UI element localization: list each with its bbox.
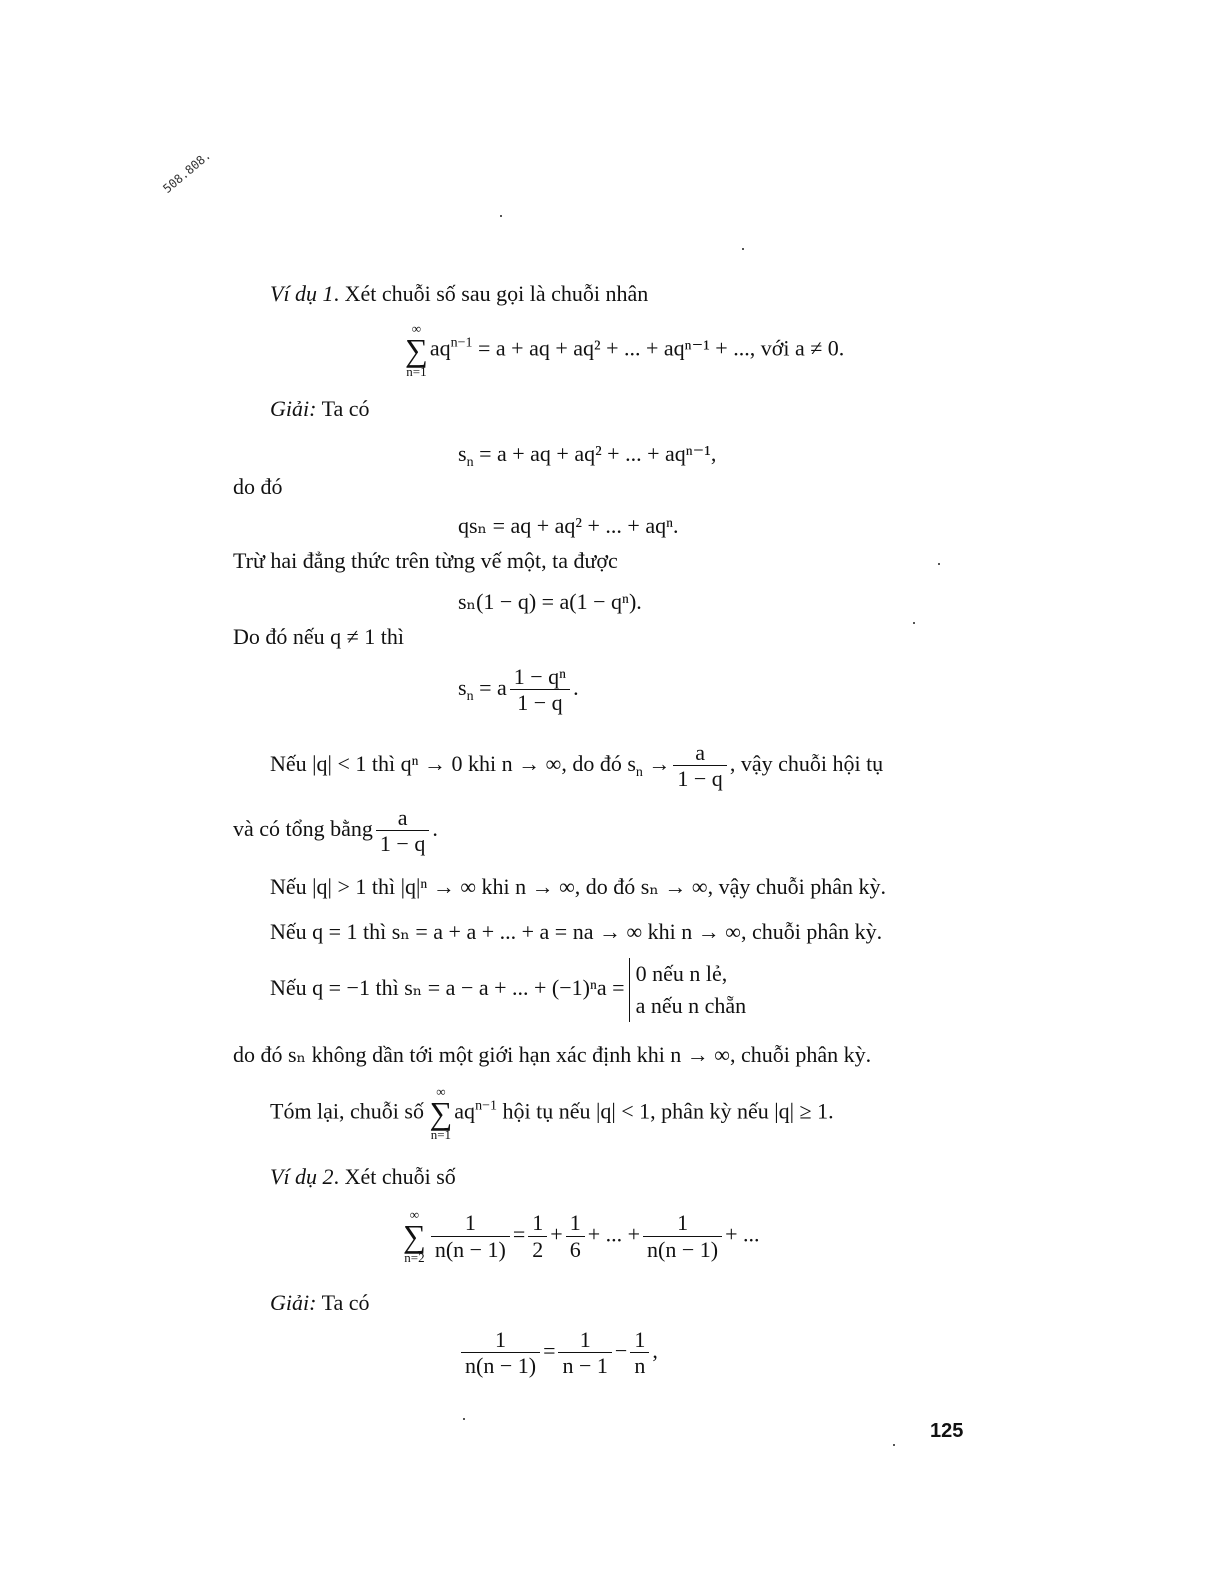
library-stamp: 508.808.	[160, 148, 214, 196]
geometric-series-formula: ∞ ∑ n=1 $aq^{n-1} = a$ + aq + aq² + ... + aqⁿ⁻¹ + ..., với a ≠ 0.	[405, 321, 845, 380]
example-1-heading	[270, 283, 648, 305]
scan-speck	[463, 1418, 465, 1420]
case-q-equals-one: Nếu q = 1 thì sₙ = a + a + ... + a = na → ∞ khi n → ∞, chuỗi phân kỳ.	[270, 919, 883, 944]
difference-equation: sₙ(1 − q) = a(1 − qⁿ).	[458, 589, 642, 614]
partial-sum-equation: $s_n = a$ + aq + aq² + ... + aqⁿ⁻¹,	[458, 441, 717, 470]
page-number: 125	[930, 1420, 964, 1442]
sum-value-line: và có tổng bằng $\frac{a}{1 - q}$ .	[233, 805, 438, 857]
scan-speck	[938, 563, 940, 565]
case-q-minus-one-conclusion: do đó sₙ không dần tới một giới hạn xác định khi n → ∞, chuỗi phân kỳ.	[233, 1042, 872, 1067]
q-partial-sum-equation: qsₙ = aq + aq² + ... + aqⁿ.	[458, 513, 679, 538]
example-1-intro: . Xét chuỗi số sau gọi là chuỗi nhân	[333, 281, 649, 306]
sum-symbol: ∞ ∑ n=1	[405, 321, 428, 380]
telescoping-series-formula: ∞ ∑ n=2 $\frac{1}{n(n - 1)}$ = $\frac{1}{2}$ + $\frac{1}{6}$ + ... + $\frac{1}{n(n - 1)}$ + ...	[403, 1207, 760, 1266]
example-1-label: Ví dụ 1	[270, 281, 334, 306]
case-q-minus-one: Nếu q = −1 thì sₙ = a − a + ... + (−1)ⁿa = 0 nếu n lẻ, a nếu n chẵn	[270, 958, 746, 1022]
do-do-text: do đó	[233, 474, 283, 499]
subtract-text: Trừ hai đẳng thức trên từng vế một, ta được	[233, 548, 618, 573]
case-divergent-greater: Nếu |q| > 1 thì |q|ⁿ → ∞ khi n → ∞, do đó sₙ → ∞, vậy chuỗi phân kỳ.	[270, 874, 886, 899]
sum-fraction: $\frac{a}{1 - q}$	[376, 805, 429, 857]
partial-fraction-decomposition: $\frac{1}{n(n - 1)}$ = $\frac{1}{n - 1}$ − $\frac{1}{n}$ ,	[458, 1327, 658, 1379]
piecewise-cases: 0 nếu n lẻ, a nếu n chẵn	[629, 958, 747, 1022]
case-convergent: Nếu |q| < 1 thì qⁿ → 0 khi n → ∞, do đó $s_n$ → $\frac{a}{1 - q}$ , vậy chuỗi hội tụ	[270, 740, 884, 792]
closed-form-sum: $s_n = a$ $\frac{\text{1 − qⁿ}}{1 - q}$ .	[458, 664, 579, 716]
scan-speck	[913, 622, 915, 624]
example-2-heading: Ví dụ 2. Xét chuỗi số	[270, 1164, 456, 1189]
scan-speck	[893, 1444, 895, 1446]
sum-symbol-2: ∞ ∑ n=2	[403, 1207, 426, 1266]
scan-speck	[742, 248, 744, 250]
scan-speck	[500, 215, 502, 217]
q-not-one-text: Do đó nếu q ≠ 1 thì	[233, 624, 404, 649]
solution-1-heading: Giải: Ta có	[270, 396, 370, 421]
summary-sum-symbol: ∞ ∑ n=1	[429, 1084, 453, 1143]
closed-form-fraction: $\frac{\text{1 − qⁿ}}{1 - q}$	[510, 664, 570, 716]
solution-2-heading: Giải: Ta có	[270, 1290, 370, 1315]
limit-fraction: $\frac{a}{1 - q}$	[673, 740, 726, 792]
summary-line: Tóm lại, chuỗi số ∞ ∑ n=1 $aq^{n-1}$ hội tụ nếu |q| < 1, phân kỳ nếu |q| ≥ 1.	[270, 1084, 834, 1143]
series-expansion: = a + aq + aq² + ... + aqⁿ⁻¹ + ..., với a ≠ 0.	[477, 335, 845, 361]
